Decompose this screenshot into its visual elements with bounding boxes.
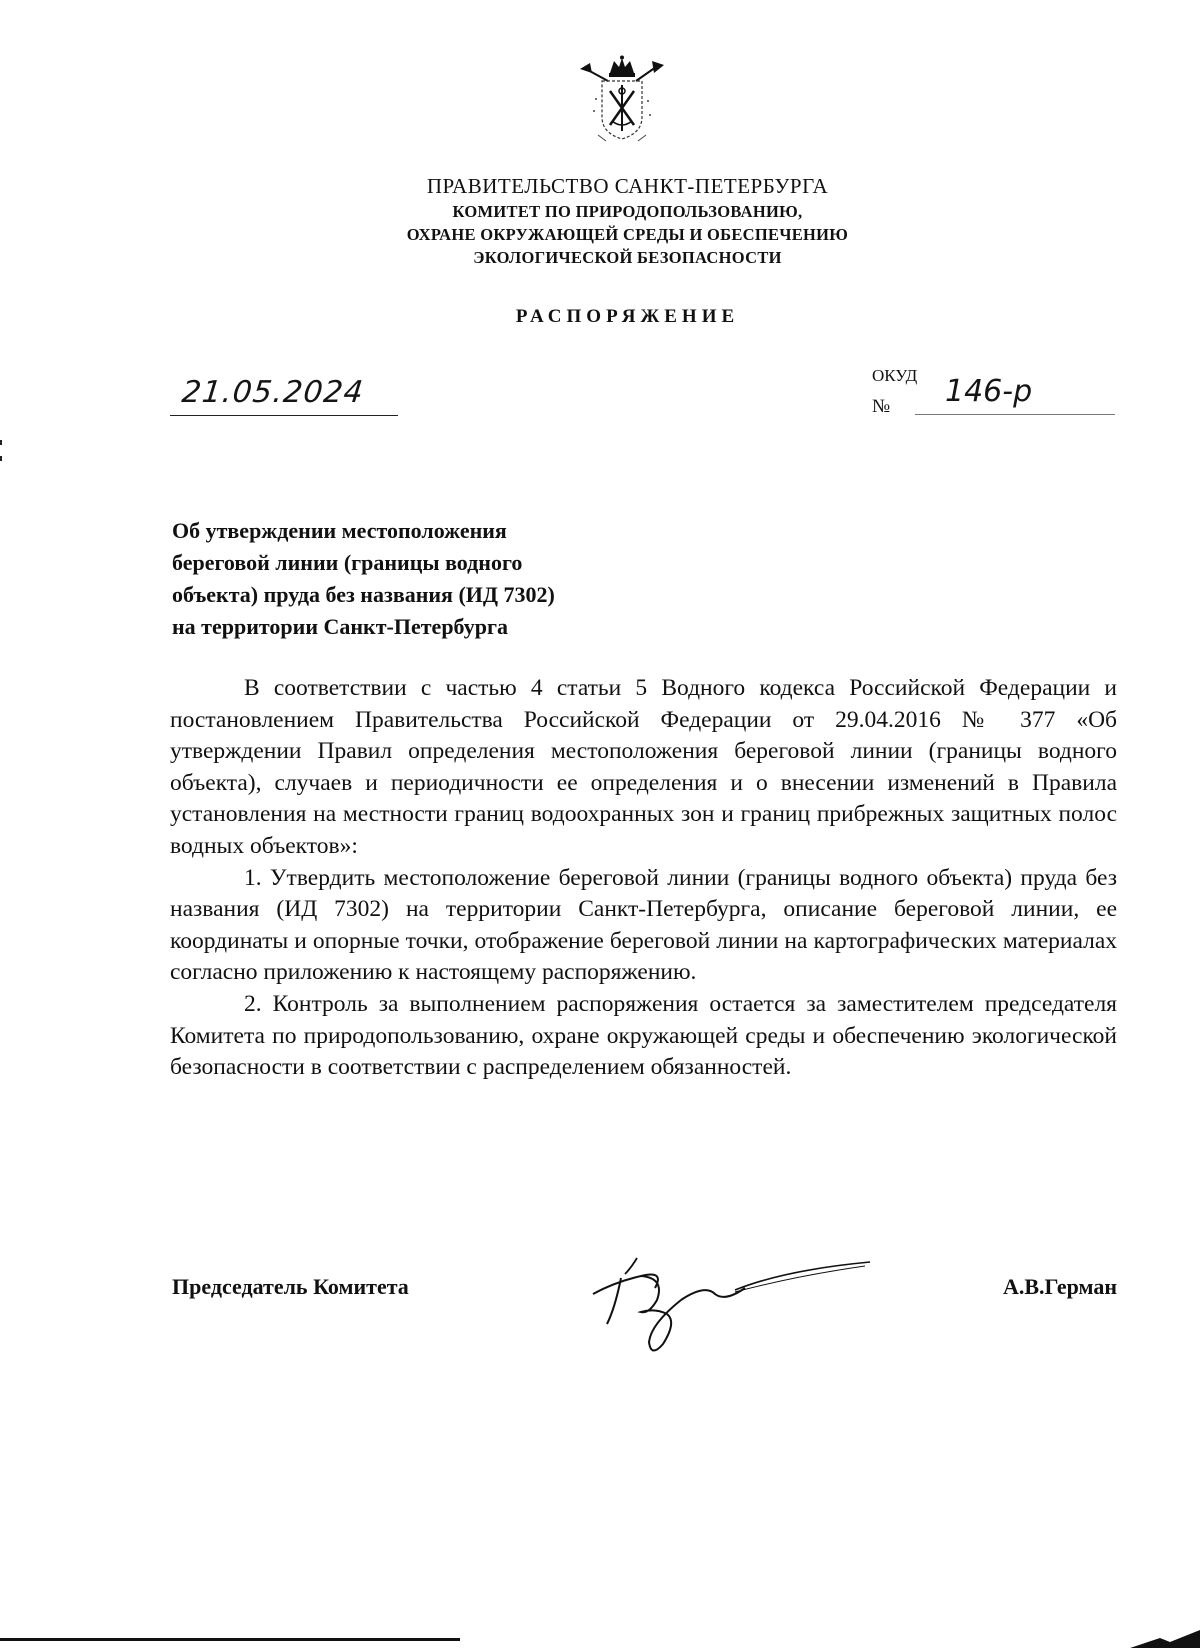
government-name: ПРАВИТЕЛЬСТВО САНКТ-ПЕТЕРБУРГА — [426, 174, 829, 198]
signer-title: Председатель Комитета — [172, 1274, 409, 1299]
scan-margin-mark — [0, 440, 4, 470]
scan-corner-mark — [1130, 1630, 1200, 1648]
subject-line: береговой линии (границы водного — [172, 550, 523, 575]
document-body — [170, 673, 1117, 1084]
handwritten-signature-icon — [585, 1248, 875, 1358]
subject-line: объекта) пруда без названия (ИД 7302) — [172, 582, 555, 607]
handwritten-date: 21.05.2024 — [180, 375, 366, 410]
document-number-field — [915, 374, 1115, 415]
committee-name-line-2: ОХРАНЕ ОКРУЖАЮЩЕЙ СРЕДЫ И ОБЕСПЕЧЕНИЮ — [406, 225, 849, 244]
okud-label: ОКУД — [872, 366, 918, 385]
number-sign: № — [872, 396, 891, 417]
document-header — [0, 172, 1200, 269]
item-2-paragraph: 2. Контроль за выполнением распоряжения остается за заместителем председателя Комитета по природопользованию, охране окружающей среды и обеспечению экологической безопасности в соответствии с распределением обязанностей. — [170, 990, 1117, 1081]
subject-line: Об утверждении местоположения — [172, 518, 507, 543]
date-field — [170, 375, 398, 416]
scan-bottom-edge — [0, 1638, 460, 1641]
coat-of-arms-icon — [572, 55, 672, 145]
committee-name-line-1: КОМИТЕТ ПО ПРИРОДОПОЛЬЗОВАНИЮ, — [452, 202, 803, 221]
item-1-paragraph: 1. Утвердить местоположение береговой линии (границы водного объекта) пруда без названия (ИД 7302) на территории Санкт-Петербурга, описание береговой линии, ее координаты и опорные точки, отображение береговой линии на картографических материалах согласно приложению к настоящему распоряжению. — [170, 864, 1117, 986]
subject-line: на территории Санкт-Петербурга — [172, 614, 508, 639]
document-type-title: РАСПОРЯЖЕНИЕ — [515, 306, 740, 327]
signer-name: А.В.Герман — [1002, 1274, 1117, 1299]
document-subject — [172, 515, 732, 643]
handwritten-number: 146-р — [945, 374, 1033, 409]
committee-name-line-3: ЭКОЛОГИЧЕСКОЙ БЕЗОПАСНОСТИ — [473, 248, 782, 267]
preamble-paragraph: В соответствии с частью 4 статьи 5 Водного кодекса Российской Федерации и постановлением Правительства Российской Федерации от 29.04.2016 № 377 «Об утверждении Правил определения местоположения береговой линии (границы водного объекта), случаев и периодичности ее определения и о внесении изменений в Правила установления на местности границ водоохранных зон и границ прибрежных защитных полос водных объектов»: — [170, 675, 1117, 859]
